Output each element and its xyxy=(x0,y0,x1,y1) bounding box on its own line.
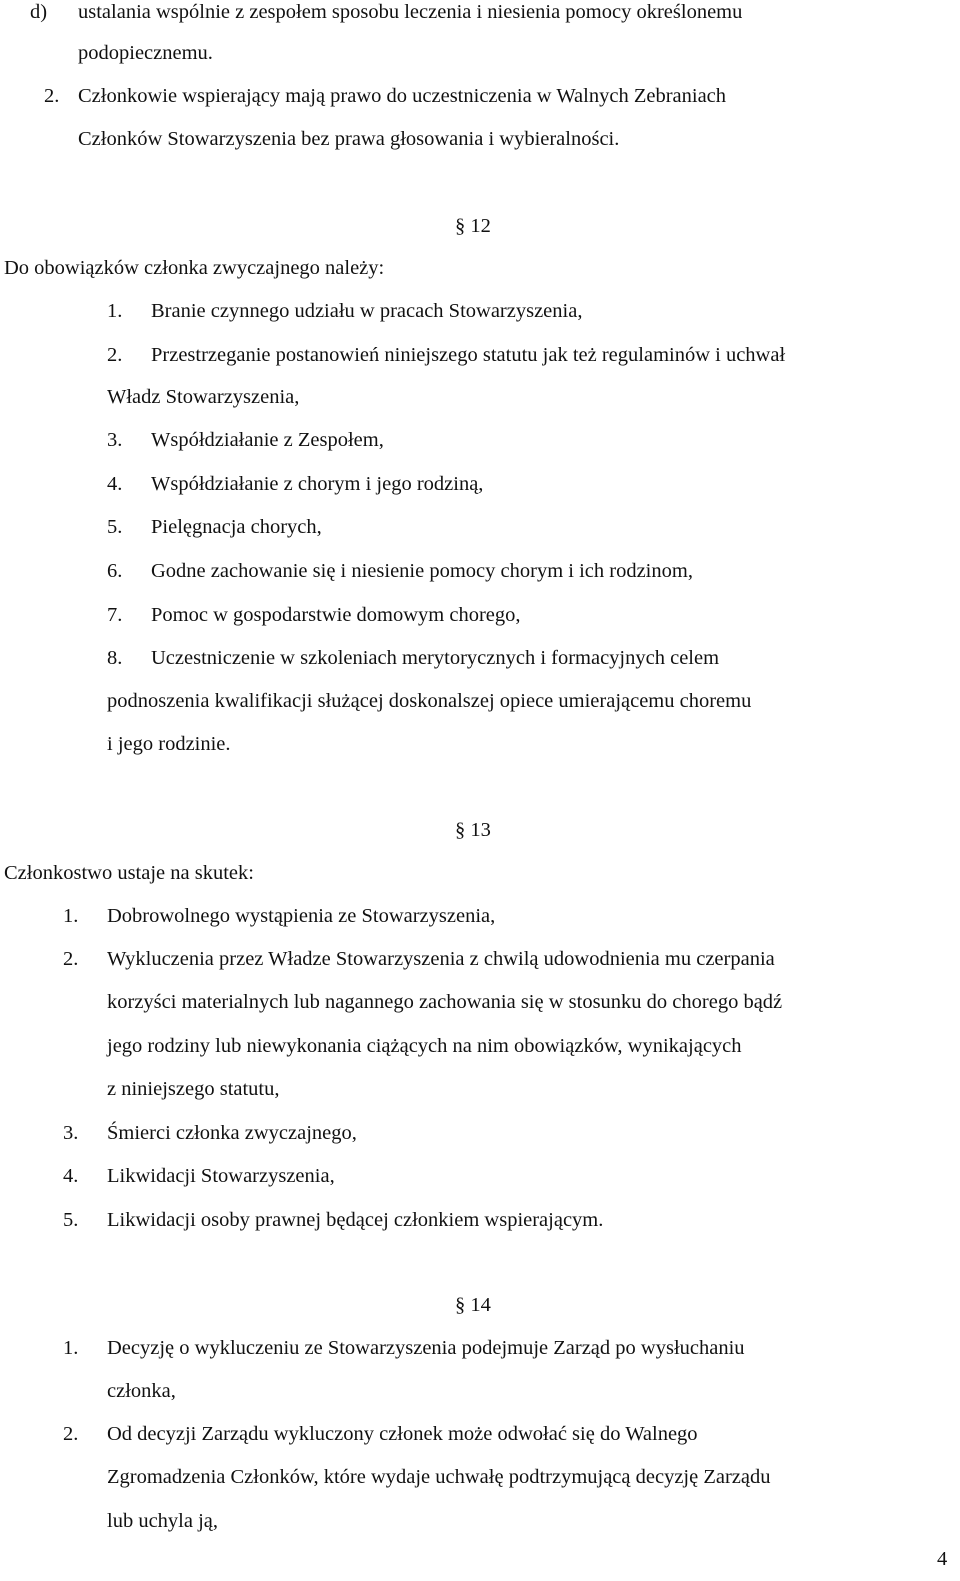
list-marker: 4. xyxy=(107,473,123,495)
page-number: 4 xyxy=(937,1548,948,1570)
list-marker: 1. xyxy=(63,905,79,927)
section-heading: § 14 xyxy=(455,1294,491,1316)
list-marker: 3. xyxy=(107,429,123,451)
paragraph-line: Członków Stowarzyszenia bez prawa głosowania i wybieralności. xyxy=(78,128,620,150)
list-item-line: Branie czynnego udziału w pracach Stowarzyszenia, xyxy=(151,300,583,322)
list-item-line: Współdziałanie z Zespołem, xyxy=(151,429,384,451)
list-item-line: Zgromadzenia Członków, które wydaje uchwałę podtrzymującą decyzję Zarządu xyxy=(107,1466,771,1488)
list-item-line: Likwidacji Stowarzyszenia, xyxy=(107,1165,335,1187)
list-marker: 5. xyxy=(107,516,123,538)
list-item-line: lub uchyla ją, xyxy=(107,1510,219,1532)
list-marker: 1. xyxy=(107,300,123,322)
list-item-line: z niniejszego statutu, xyxy=(107,1078,280,1100)
list-item-line: Śmierci członka zwyczajnego, xyxy=(107,1122,357,1144)
list-item-line: jego rodziny lub niewykonania ciążących na nim obowiązków, wynikających xyxy=(107,1035,742,1057)
list-marker: 6. xyxy=(107,560,123,582)
list-marker: 3. xyxy=(63,1122,79,1144)
list-marker: 1. xyxy=(63,1337,79,1359)
list-item-line: Godne zachowanie się i niesienie pomocy chorym i ich rodzinom, xyxy=(151,560,693,582)
list-marker: d) xyxy=(30,1,48,23)
list-item-line: Władz Stowarzyszenia, xyxy=(107,386,300,408)
list-item-line: Wykluczenia przez Władze Stowarzyszenia z chwilą udowodnienia mu czerpania xyxy=(107,948,775,970)
section-intro: Do obowiązków członka zwyczajnego należy: xyxy=(4,257,385,279)
list-marker: 5. xyxy=(63,1209,79,1231)
list-marker: 2. xyxy=(107,344,123,366)
paragraph-line: Członkowie wspierający mają prawo do uczestniczenia w Walnych Zebraniach xyxy=(78,85,727,107)
section-intro: Członkostwo ustaje na skutek: xyxy=(4,862,254,884)
list-marker: 8. xyxy=(107,647,123,669)
list-item-line: członka, xyxy=(107,1380,176,1402)
list-item-line: i jego rodzinie. xyxy=(107,733,231,755)
section-heading: § 13 xyxy=(455,819,491,841)
list-marker: 2. xyxy=(63,948,79,970)
list-item-line: Od decyzji Zarządu wykluczony członek może odwołać się do Walnego xyxy=(107,1423,698,1445)
list-item-line: Pomoc w gospodarstwie domowym chorego, xyxy=(151,604,521,626)
list-marker: 7. xyxy=(107,604,123,626)
list-marker: 2. xyxy=(44,85,60,107)
list-item-line: Przestrzeganie postanowień niniejszego statutu jak też regulaminów i uchwał xyxy=(151,344,786,366)
section-heading: § 12 xyxy=(455,215,491,237)
list-item-line: Likwidacji osoby prawnej będącej członkiem wspierającym. xyxy=(107,1209,604,1231)
list-item-line: Decyzję o wykluczeniu ze Stowarzyszenia podejmuje Zarząd po wysłuchaniu xyxy=(107,1337,745,1359)
list-marker: 4. xyxy=(63,1165,79,1187)
list-item-line: Dobrowolnego wystąpienia ze Stowarzyszenia, xyxy=(107,905,496,927)
list-item-line: podnoszenia kwalifikacji służącej doskonalszej opiece umierającemu choremu xyxy=(107,690,752,712)
list-item-line: korzyści materialnych lub nagannego zachowania się w stosunku do chorego bądź xyxy=(107,991,783,1013)
list-item-line: Współdziałanie z chorym i jego rodziną, xyxy=(151,473,484,495)
list-item-line: Pielęgnacja chorych, xyxy=(151,516,322,538)
paragraph-line: podopiecznemu. xyxy=(78,42,213,64)
paragraph-line: ustalania wspólnie z zespołem sposobu leczenia i niesienia pomocy określonemu xyxy=(78,1,743,23)
list-item-line: Uczestniczenie w szkoleniach merytorycznych i formacyjnych celem xyxy=(151,647,720,669)
list-marker: 2. xyxy=(63,1423,79,1445)
